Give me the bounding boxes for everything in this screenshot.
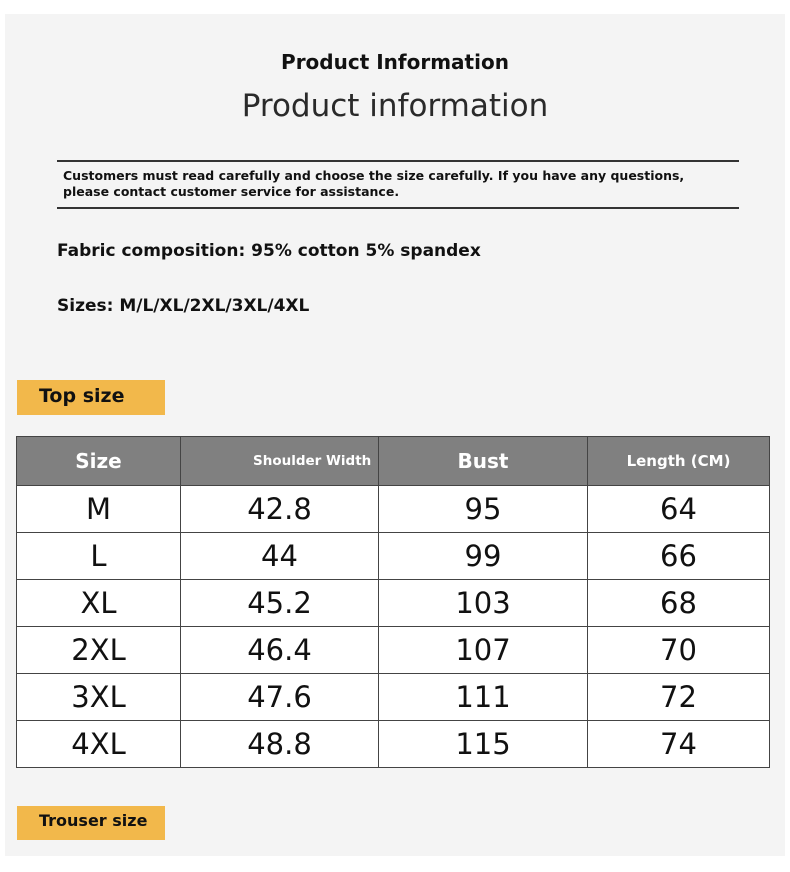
table-row [17, 486, 770, 533]
cell-bust: 103 [379, 580, 588, 627]
cell-shoulder: 42.8 [181, 486, 379, 533]
table-row [17, 674, 770, 721]
table-row [17, 627, 770, 674]
table-row [17, 580, 770, 627]
cell-shoulder: 45.2 [181, 580, 379, 627]
cell-size: L [17, 533, 181, 580]
cell-length: 64 [588, 486, 770, 533]
cell-length: 66 [588, 533, 770, 580]
cell-length: 70 [588, 627, 770, 674]
product-info-page [5, 14, 785, 856]
cell-shoulder: 46.4 [181, 627, 379, 674]
cell-bust: 111 [379, 674, 588, 721]
cell-bust: 95 [379, 486, 588, 533]
table-header-row [17, 437, 770, 486]
trouser-size-label: Trouser size [17, 806, 165, 840]
cell-size: 3XL [17, 674, 181, 721]
cell-length: 74 [588, 721, 770, 768]
cell-size: M [17, 486, 181, 533]
header-shoulder-width: Shoulder Width [181, 437, 379, 486]
cell-bust: 107 [379, 627, 588, 674]
size-table [16, 436, 770, 768]
fabric-composition: Fabric composition: 95% cotton 5% spandex [57, 241, 481, 261]
cell-shoulder: 44 [181, 533, 379, 580]
header-size: Size [17, 437, 181, 486]
table-row [17, 721, 770, 768]
cell-length: 68 [588, 580, 770, 627]
customer-notice: Customers must read carefully and choose the size carefully. If you have any questions, please contact customer service for assistance. [57, 160, 739, 209]
cell-size: XL [17, 580, 181, 627]
cell-bust: 115 [379, 721, 588, 768]
top-size-label: Top size [17, 380, 165, 415]
cell-bust: 99 [379, 533, 588, 580]
header-length: Length (CM) [588, 437, 770, 486]
page-subtitle: Product information [241, 88, 549, 124]
cell-length: 72 [588, 674, 770, 721]
available-sizes: Sizes: M/L/XL/2XL/3XL/4XL [57, 296, 310, 316]
cell-size: 2XL [17, 627, 181, 674]
table-row [17, 533, 770, 580]
cell-shoulder: 48.8 [181, 721, 379, 768]
page-title: Product Information [281, 50, 509, 74]
cell-shoulder: 47.6 [181, 674, 379, 721]
cell-size: 4XL [17, 721, 181, 768]
header-bust: Bust [379, 437, 588, 486]
